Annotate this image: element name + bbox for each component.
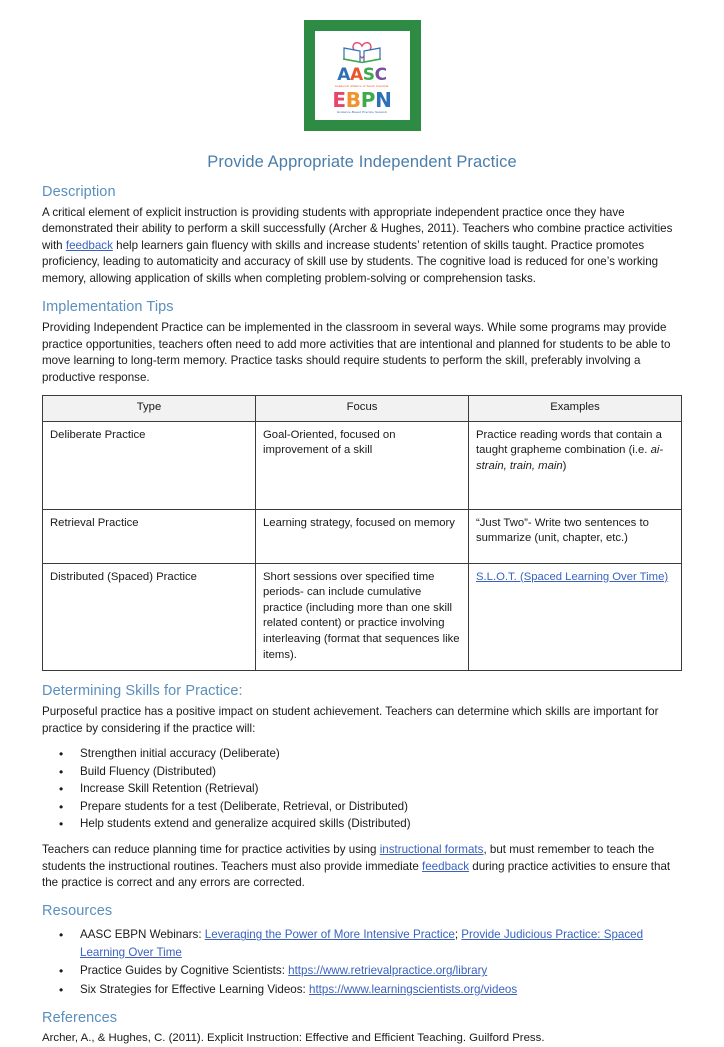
list-item: • Prepare students for a test (Deliberate, Retrieval, or Distributed) — [80, 798, 682, 816]
table-row — [43, 563, 682, 670]
cell-type-retrieval: Retrieval Practice — [43, 509, 256, 563]
logo-acronym-aasc: AASC — [337, 65, 387, 85]
feedback-link-2[interactable]: feedback — [422, 859, 470, 873]
list-item: • Help students extend and generalize acquired skills (Distributed) — [80, 815, 682, 833]
resources-list — [42, 926, 682, 998]
column-header-type: Type — [43, 396, 256, 422]
page-title: Provide Appropriate Independent Practice — [207, 153, 517, 171]
cell-focus-deliberate: Goal-Oriented, focused on improvement of a skill — [256, 421, 469, 509]
resource-label-webinars: AASC EBPN Webinars: — [80, 928, 205, 942]
feedback-link-1[interactable]: feedback — [65, 238, 113, 252]
cell-type-deliberate: Deliberate Practice — [43, 421, 256, 509]
cell-example-deliberate — [469, 421, 682, 509]
instructional-formats-link[interactable]: instructional formats — [379, 843, 484, 857]
resource-label-videos: Six Strategies for Effective Learning Videos: — [80, 982, 309, 996]
learningscientists-url-link[interactable]: https://www.learningscientists.org/videos — [309, 982, 518, 996]
cell-example-distributed — [469, 563, 682, 670]
example-text-plain: Practice reading words that contain a taught grapheme combination (i.e. — [476, 428, 662, 457]
retrievalpractice-url-link[interactable]: https://www.retrievalpractice.org/library — [288, 964, 488, 978]
example-text-close: ) — [562, 459, 567, 472]
cell-focus-retrieval: Learning strategy, focused on memory — [256, 509, 469, 563]
list-item: • Increase Skill Retention (Retrieval) — [80, 780, 682, 798]
determining-paragraph: Purposeful practice has a positive impact on student achievement. Teachers can determine which skills are important for practice by considering if the practice will: — [42, 705, 659, 735]
column-header-focus: Focus — [256, 396, 469, 422]
list-item: • Build Fluency (Distributed) — [80, 763, 682, 781]
cell-example-retrieval: “Just Two”- Write two sentences to summarize (unit, chapter, etc.) — [469, 509, 682, 563]
closing-text-part1: Teachers can reduce planning time for practice activities by using — [42, 843, 380, 857]
cell-focus-distributed: Short sessions over specified time periods- can include cumulative practice (including more than one skill related content) or practice involving interleaving (format that sequences like items). — [256, 563, 469, 670]
list-item — [80, 962, 682, 979]
description-paragraph — [42, 205, 682, 287]
logo-subtitle-aasc: Academic Alliance of South Carolina — [335, 84, 389, 89]
example-text-italic: ai-strain, train, main — [476, 444, 664, 472]
table-row — [43, 509, 682, 563]
list-item — [80, 926, 682, 961]
cell-type-distributed: Distributed (Spaced) Practice — [43, 563, 256, 670]
determining-bullet-list — [42, 745, 682, 833]
table-row — [43, 421, 682, 509]
column-header-examples: Examples — [469, 396, 682, 422]
table-header-row — [43, 396, 682, 422]
resource-separator: ; — [454, 928, 462, 942]
practice-types-table — [42, 395, 682, 671]
open-book-heart-icon — [342, 39, 382, 64]
logo-inner — [315, 31, 410, 120]
logo-frame — [304, 20, 421, 131]
closing-text-part3: during practice activities to ensure that the practice is correct and any errors are corrected. — [42, 859, 671, 889]
section-heading-resources: Resources — [42, 903, 113, 920]
closing-text-part2: , but must remember to teach the students the instructional routines. Teachers must also provide immediate — [42, 843, 655, 873]
judicious-practice-link[interactable]: Provide Judicious Practice: Spaced Learning Over Time — [80, 928, 644, 959]
list-item: • Strengthen initial accuracy (Deliberate) — [80, 745, 682, 763]
logo-acronym-ebpn: EBPN — [332, 88, 392, 112]
determining-closing-paragraph — [42, 842, 682, 891]
section-heading-determining-skills: Determining Skills for Practice: — [42, 683, 243, 700]
section-heading-references: References — [42, 1010, 118, 1026]
section-heading-description: Description — [42, 184, 116, 200]
logo-container — [42, 0, 682, 131]
description-text-part2: help learners gain fluency with skills and increase students’ retention of skills taught. Practice promotes proficiency, leading to automaticity and accuracy of skill use by students. The cognitive load is reduced for one’s working memory, allowing application of skills when completing problem-solving or comprehension tasks. — [42, 238, 659, 285]
reference-citation: Archer, A., & Hughes, C. (2011). Explicit Instruction: Effective and Efficient Teaching. Guilford Press. — [42, 1032, 545, 1044]
logo-subtitle-ebpn: Evidence-Based Practice Network — [337, 110, 387, 115]
implementation-paragraph: Providing Independent Practice can be implemented in the classroom in several ways. While some programs may provide practice opportunities, teachers often need to add more activities that are intentional and planned for students to be able to move learning to long-term memory. Practice tasks should require students to perform the skill, preferably involving a productive response. — [42, 321, 671, 384]
list-item — [80, 981, 682, 998]
leveraging-power-link[interactable]: Leveraging the Power of More Intensive Practice — [204, 928, 455, 942]
slot-link[interactable]: S.L.O.T. (Spaced Learning Over Time) — [476, 570, 669, 583]
resource-label-guides: Practice Guides by Cognitive Scientists: — [80, 964, 289, 978]
section-heading-implementation-tips: Implementation Tips — [42, 299, 174, 316]
description-text-part1: A critical element of explicit instruction is providing students with appropriate independent practice once they have demonstrated their ability to perform a skill successfully (Archer & Hughes, 2011). Teachers who combine practice activities with — [42, 206, 673, 252]
